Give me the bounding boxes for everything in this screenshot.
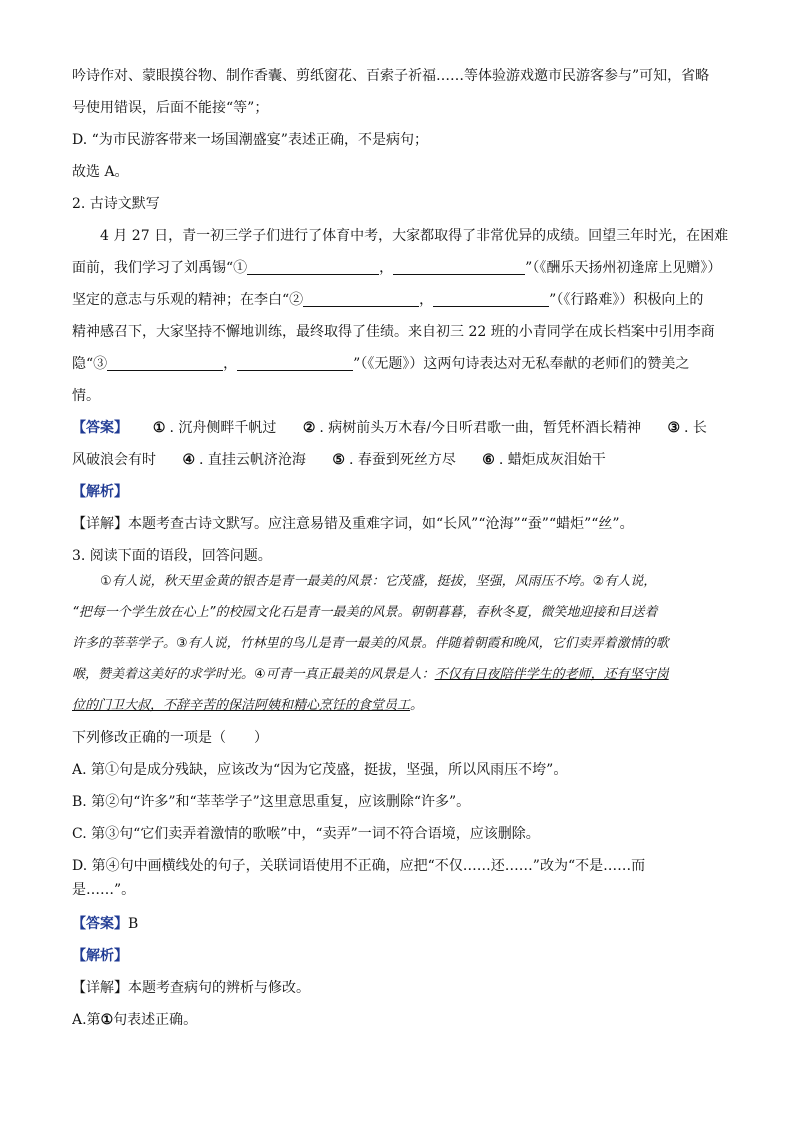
text-segment: ， (223, 356, 238, 372)
answer-text: . 蜡炬成灰泪始干 (498, 452, 606, 468)
answer-item (667, 420, 706, 436)
answer-text: . 病树前头万木春/今日听君歌一曲，暂凭杯酒长精神 (319, 420, 642, 436)
passage-line (72, 665, 722, 685)
analysis-label-text: 【解析】 (72, 484, 128, 500)
answer-text: . 长 (684, 420, 707, 436)
option-a: A. 第①句是成分残缺，应该改为“因为它茂盛，挺拔，坚强，所以风雨压不垮”。 (72, 762, 568, 778)
answer-item (332, 452, 455, 468)
text-line: 故选 A。 (72, 164, 129, 180)
answer-text: . 直挂云帆济沧海 (199, 452, 306, 468)
answer-blank[interactable] (237, 356, 353, 371)
answer-label: 【答案】 (72, 916, 128, 932)
answer-value: B (128, 916, 139, 932)
passage-line: ①有人说，秋天里金黄的银杏是青一最美的风景：它茂盛，挺拔，坚强，风雨压不垮。②有人说， (100, 574, 657, 589)
text-line: 精神感召下，大家坚持不懈地训练，最终取得了佳绩。来自初三 22 班的小青同学在成长档案中引用李商 (72, 324, 715, 340)
detail-label: 【详解】 (72, 980, 128, 996)
underlined-sentence: 位的门卫大叔，不辞辛苦的保洁阿姨和精心烹饪的食堂员工 (72, 698, 411, 713)
answer-number: ② (302, 420, 316, 436)
text-line-blanks (72, 258, 732, 278)
text-segment: ”（《行路难》）积极向上的 (549, 292, 704, 308)
text-line: 4 月 27 日，青一初三学子们进行了体育中考，大家都取得了非常优异的成绩。回望三年时光，在困难 (100, 228, 729, 244)
text-line-blanks (72, 290, 732, 310)
text-segment: ”（《酬乐天扬州初逢席上见赠》） (525, 260, 722, 276)
answer-blank[interactable] (247, 260, 379, 275)
question-3-title: 3. 阅读下面的语段，回答问题。 (72, 548, 272, 564)
answer-text: . 春蚕到死丝方尽 (348, 452, 456, 468)
text-line-blanks (72, 354, 732, 374)
detail-text: 本题考查古诗文默写。应注意易错及重难字词，如“长风”“沧海”“蚕”“蜡炬”“丝”。 (128, 516, 634, 532)
passage-line: 许多的莘莘学子。③有人说，竹林里的鸟儿是青一最美的风景。伴随着朝霞和晚风，它们卖弄着激情的歌 (72, 636, 669, 651)
text-segment: 面前，我们学习了刘禹锡“① (72, 260, 248, 276)
answer-line (72, 450, 732, 470)
answer-blank[interactable] (393, 260, 525, 275)
detail-line (72, 514, 732, 534)
answer-item (482, 452, 605, 468)
answer-number: ⑥ (482, 452, 495, 468)
text-segment: 坚定的意志与乐观的精神；在李白“② (72, 292, 304, 308)
passage-line (72, 696, 722, 716)
detail-label: 【详解】 (72, 516, 128, 532)
detail-text: 本题考查病句的辨析与修改。 (128, 980, 310, 996)
text-line: 吟诗作对、蒙眼摸谷物、制作香囊、剪纸窗花、百索子祈福……等体验游戏邀市民游客参与”可知，省略 (72, 68, 710, 84)
answer-number: ⑤ (332, 452, 345, 468)
text-line (72, 1010, 732, 1030)
text-segment: 隐“③ (72, 356, 108, 372)
answer-text: 风破浪会有时 (72, 452, 156, 468)
option-c: C. 第③句“它们卖弄着激情的歌喉”中，“卖弄”一词不符合语境，应该删除。 (72, 826, 540, 842)
analysis-label-text: 【解析】 (72, 948, 128, 964)
answer-blank[interactable] (433, 292, 549, 307)
text-segment: A.第 (72, 1012, 101, 1028)
passage-text: 。 (410, 698, 424, 713)
text-segment: ”（《无题》）这两句诗表达对无私奉献的老师们的赞美之 (353, 356, 690, 372)
text-line: D. “为市民游客带来一场国潮盛宴”表述正确，不是病句； (72, 132, 428, 148)
passage-text: 喉，赞美着这美好的求学时光。④可青一真正最美的风景是人： (72, 667, 435, 682)
question-2-title: 2. 古诗文默写 (72, 196, 160, 212)
option-d-continued: 是……”。 (72, 882, 136, 898)
option-d: D. 第④句中画横线处的句子，关联词语使用不正确，应把“不仅……还……”改为“不是……而 (72, 858, 646, 874)
text-line: 情。 (72, 388, 100, 404)
question-prompt: 下列修改正确的一项是（ ） (72, 730, 268, 746)
passage-line: “把每一个学生放在心上”的校园文化石是青一最美的风景。朝朝暮暮，春秋冬夏，微笑地迎接和目送着 (72, 605, 658, 620)
answer-blank[interactable] (303, 292, 419, 307)
text-segment: ， (379, 260, 394, 276)
answer-line (72, 914, 732, 934)
answer-line (72, 418, 732, 438)
sentence-number: ① (100, 1012, 114, 1028)
answer-number: ① (152, 420, 166, 436)
analysis-label (72, 482, 732, 502)
answer-item (182, 452, 305, 468)
answer-text: . 沉舟侧畔千帆过 (169, 420, 277, 436)
detail-line (72, 978, 732, 998)
answer-number: ③ (667, 420, 681, 436)
answer-number: ④ (182, 452, 196, 468)
option-b: B. 第②句“许多”和“莘莘学子”这里意思重复，应该删除“许多”。 (72, 794, 471, 810)
analysis-label (72, 946, 732, 966)
answer-item (153, 420, 276, 436)
answer-label: 【答案】 (72, 420, 128, 436)
text-line: 号使用错误，后面不能接“等”； (72, 100, 269, 116)
text-segment: 句表述正确。 (113, 1012, 198, 1028)
underlined-sentence: 不仅有日夜陪伴学生的老师，还有坚守岗 (434, 667, 669, 682)
answer-item (303, 420, 641, 436)
answer-blank[interactable] (107, 356, 223, 371)
text-segment: ， (419, 292, 434, 308)
